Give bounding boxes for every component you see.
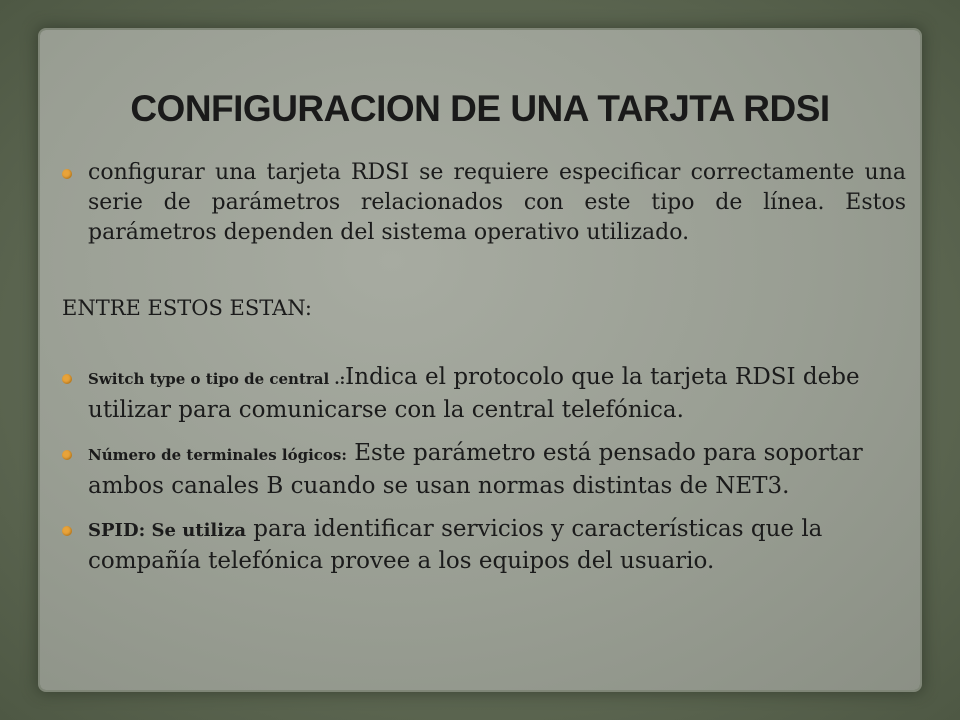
intro-bullet bbox=[62, 158, 906, 248]
item-label: Número de terminales lógicos: bbox=[88, 446, 347, 464]
item-label: SPID: Se utiliza bbox=[88, 520, 246, 541]
list-item-spid bbox=[62, 514, 906, 577]
list-item-logical-terminals bbox=[62, 438, 906, 502]
bullet-dot-icon bbox=[62, 450, 72, 460]
item-text: Este parámetro está pensado para soportar ambos canales B cuando se usan normas distintas de NET3. bbox=[88, 440, 863, 499]
bullet-dot-icon bbox=[62, 526, 72, 536]
section-heading: ENTRE ESTOS ESTAN: bbox=[62, 296, 312, 320]
bullet-dot-icon bbox=[62, 169, 72, 179]
slide-title: CONFIGURACION DE UNA TARJTA RDSI bbox=[130, 88, 830, 129]
intro-text: configurar una tarjeta RDSI se requiere especificar correctamente una serie de parámetros relacionados con este tipo de línea. Estos parámetros dependen del sistema operativo utilizado. bbox=[88, 160, 906, 245]
list-item-switch-type bbox=[62, 362, 906, 426]
item-text: Indica el protocolo que la tarjeta RDSI debe utilizar para comunicarse con la central telefónica. bbox=[88, 364, 860, 423]
slide-content bbox=[62, 158, 906, 577]
item-label: Switch type o tipo de central .: bbox=[88, 370, 346, 388]
bullet-dot-icon bbox=[62, 374, 72, 384]
item-text: para identificar servicios y características que la compañía telefónica provee a los equipos del usuario. bbox=[88, 516, 823, 574]
